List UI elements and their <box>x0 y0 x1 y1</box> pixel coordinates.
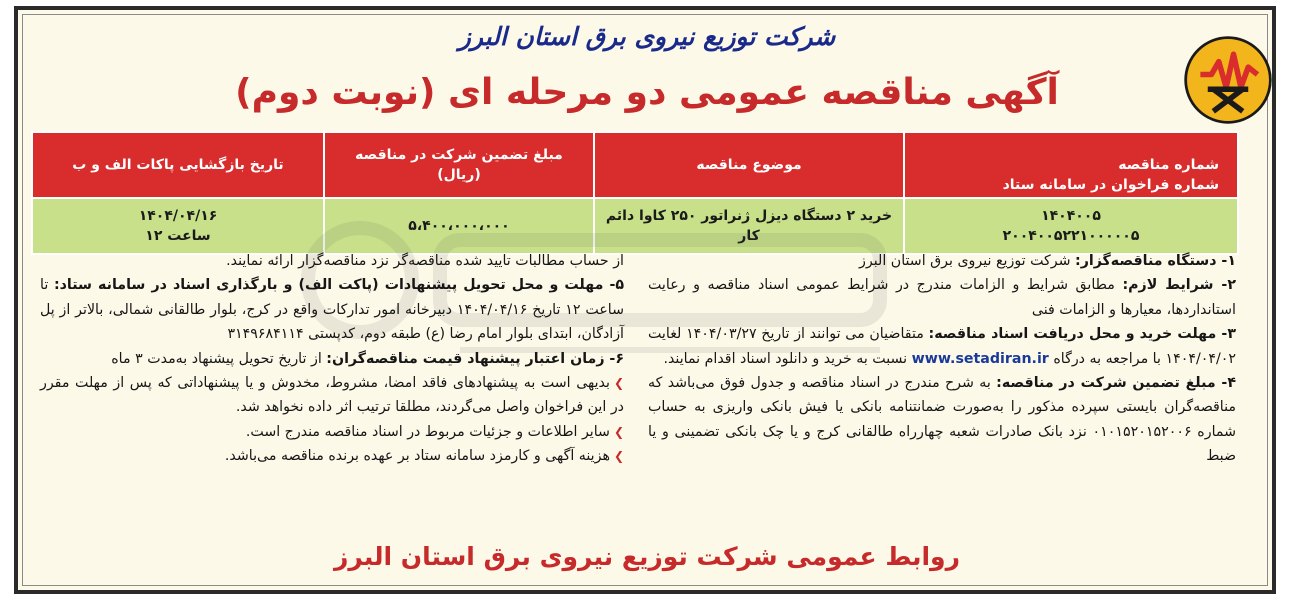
details-column-left <box>40 249 624 529</box>
header-subject: موضوع مناقصه <box>594 132 904 198</box>
cell-tender-number: ۱۴۰۴۰۰۵ ۲۰۰۴۰۰۵۲۲۱۰۰۰۰۰۵ <box>904 198 1238 254</box>
tender-table <box>31 131 1239 255</box>
setad-link[interactable]: www.setadiran.ir <box>911 350 1049 367</box>
cell-opening-date: ۱۴۰۴/۰۴/۱۶ ساعت ۱۲ <box>32 198 324 254</box>
section-4-continued: از حساب مطالبات تایید شده مناقصه‌گر نزد مناقصه‌گزار ارائه نمایند. <box>226 253 624 269</box>
public-relations-footer: روابط عمومی شرکت توزیع نیروی برق استان البرز <box>333 542 960 571</box>
section-1-label: ۱- دستگاه مناقصه‌گزار: <box>1075 253 1236 269</box>
table-header-row <box>32 132 1238 198</box>
section-2-label: ۲- شرایط لازم: <box>1122 277 1236 294</box>
section-6 <box>40 347 624 371</box>
tender-details <box>40 249 1236 529</box>
header-opening-date: تاریخ بازگشایی پاکات الف و ب <box>32 132 324 198</box>
section-3-text-b: نسبت به خرید و دانلود اسناد اقدام نمایند. <box>663 350 912 367</box>
section-1-text: شرکت توزیع نیروی برق استان البرز <box>859 253 1076 269</box>
section-4 <box>648 371 1236 469</box>
section-2 <box>648 273 1236 322</box>
section-6-label: ۶- زمان اعتبار پیشنهاد قیمت مناقصه‌گران: <box>326 350 624 367</box>
header-tender-number <box>904 132 1238 198</box>
section-3-text-a: متقاضیان می توانند از تاریخ ۱۴۰۴/۰۳/۲۷ لغایت ۱۴۰۴/۰۴/۰۲ با مراجعه به درگاه <box>648 326 1236 367</box>
cell-guarantee-amount: ۵،۴۰۰،۰۰۰،۰۰۰ <box>324 198 594 254</box>
cell-subject: خرید ۲ دستگاه دیزل ژنراتور ۲۵۰ کاوا دائم کار <box>594 198 904 254</box>
section-5-label: ۵- مهلت و محل تحویل پیشنهادات (پاکت الف) و بارگذاری اسناد در سامانه ستاد: <box>53 277 625 294</box>
section-4-label: ۴- مبلغ تضمین شرکت در مناقصه: <box>996 375 1236 392</box>
section-5-text: تا ساعت ۱۲ تاریخ ۱۴۰۴/۰۴/۱۶ دبیرخانه امور تدارکات واقع در کرج، بلوار طالقانی شمالی، بالاتر از پل آزادگان، ابتدای بلوار امام رضا (ع) طبقه دوم، کدپستی ۳۱۴۹۶۸۴۱۱۴ <box>40 277 624 343</box>
section-3-label: ۳- مهلت خرید و محل دریافت اسناد مناقصه: <box>928 326 1236 343</box>
section-6-text: از تاریخ تحویل پیشنهاد به‌مدت ۳ ماه <box>111 350 327 367</box>
section-3 <box>648 322 1236 371</box>
note-bullet-3: ❯ هزینه آگهی و کارمزد سامانه ستاد بر عهده برنده مناقصه می‌باشد. <box>40 444 624 468</box>
company-name: شرکت توزیع نیروی برق استان البرز <box>458 22 836 51</box>
section-4-text: به شرح مندرج در اسناد مناقصه و جدول فوق می‌باشد که مناقصه‌گران بایستی سپرده مذکور را به‌صورت ضمانتنامه بانکی یا فیش بانکی واریزی به حساب شماره ۰۱۰۱۵۲۰۱۵۲۰۰۶ نزد بانک صادرات شعبه چهارراه طالقانی کرج و یا چک بانکی تضمینی و یا ضبط <box>648 375 1236 465</box>
note-bullet-1: ❯ بدیهی است به پیشنهادهای فاقد امضا، مشروط، مخدوش و یا پیشنهاداتی که پس از مهلت مقرر در این فراخوان واصل می‌گردند، مطلقا ترتیب اثر داده نخواهد شد. <box>40 371 624 420</box>
header-tender-number-label: شماره مناقصه شماره فراخوان در سامانه ستاد <box>1002 157 1219 193</box>
header-guarantee: مبلغ تضمین شرکت در مناقصه (ریال) <box>324 132 594 198</box>
page-title: آگهی مناقصه عمومی دو مرحله ای (نوبت دوم) <box>235 72 1059 113</box>
section-2-text: مطابق شرایط و الزامات مندرج در شرایط عمومی اسناد مناقصه و رعایت استانداردها، معیارها و الزامات فنی <box>648 277 1236 318</box>
details-column-right <box>648 249 1236 529</box>
note-bullet-2: ❯ سایر اطلاعات و جزئیات مربوط در اسناد مناقصه مندرج است. <box>40 420 624 444</box>
section-5 <box>40 273 624 346</box>
table-row <box>32 198 1238 254</box>
section-1 <box>648 249 1236 273</box>
